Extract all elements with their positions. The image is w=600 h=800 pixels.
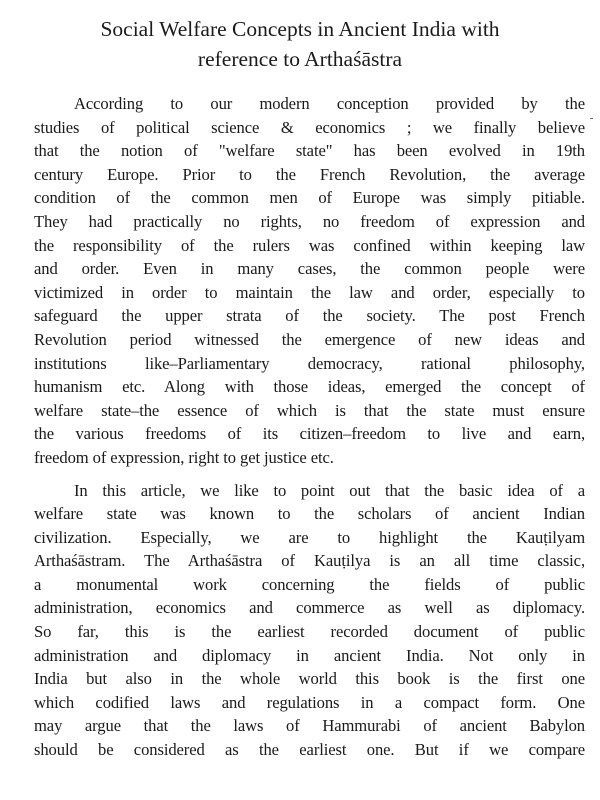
text-line: studies of political science & economics ; we finally believe xyxy=(34,117,585,137)
text-line: Arthaśāstram. The Arthaśāstra of Kauṭilya is an all time classic, xyxy=(34,551,585,571)
text-line: civilization. Especially, we are to highlight the Kauṭilyam xyxy=(34,527,585,547)
text-line: So far, this is the earliest recorded document of public xyxy=(34,622,585,642)
text-line: the various freedoms of its citizen–freedom to live and earn, xyxy=(34,424,585,444)
text-line: administration, economics and commerce as well as diplomacy. xyxy=(34,598,585,618)
title-line: Social Welfare Concepts in Ancient India with xyxy=(100,17,500,41)
text-line: welfare state–the essence of which is that the state must ensure xyxy=(34,400,585,420)
text-line: In this article, we like to point out that the basic idea of a xyxy=(74,480,585,500)
text-line: should be considered as the earliest one. But if we compare xyxy=(34,740,585,760)
article-title xyxy=(40,14,560,74)
text-line: that the notion of "welfare state" has been evolved in 19th xyxy=(34,141,585,161)
text-line: victimized in order to maintain the law and order, especially to xyxy=(34,282,585,302)
text-line: India but also in the whole world this book is the first one xyxy=(34,669,585,689)
text-line: humanism etc. Along with those ideas, emerged the concept of xyxy=(34,377,585,397)
title-line: reference to Arthaśāstra xyxy=(197,47,403,71)
margin-mark xyxy=(590,118,593,119)
text-line: and order. Even in many cases, the common people were xyxy=(34,259,585,279)
text-line: freedom of expression, right to get justice etc. xyxy=(34,447,334,467)
paragraph-1 xyxy=(34,92,585,470)
text-line: condition of the common men of Europe was simply pitiable. xyxy=(34,188,585,208)
text-line: a monumental work concerning the fields of public xyxy=(34,574,585,594)
article-body xyxy=(34,92,585,762)
paragraph-2 xyxy=(34,479,585,762)
text-line: They had practically no rights, no freedom of expression and xyxy=(34,211,585,231)
text-line: administration and diplomacy in ancient India. Not only in xyxy=(34,645,585,665)
text-line: institutions like–Parliamentary democracy, rational philosophy, xyxy=(34,353,585,373)
text-line: According to our modern conception provided by the xyxy=(74,94,585,113)
text-line: welfare state was known to the scholars of ancient Indian xyxy=(34,504,585,524)
text-line: may argue that the laws of Hammurabi of ancient Babylon xyxy=(34,716,585,736)
text-line: century Europe. Prior to the French Revolution, the average xyxy=(34,164,585,184)
text-line: which codified laws and regulations in a compact form. One xyxy=(34,692,585,712)
text-line: Revolution period witnessed the emergence of new ideas and xyxy=(34,329,585,349)
text-line: safeguard the upper strata of the society. The post French xyxy=(34,306,585,326)
text-line: the responsibility of the rulers was confined within keeping law xyxy=(34,235,585,255)
